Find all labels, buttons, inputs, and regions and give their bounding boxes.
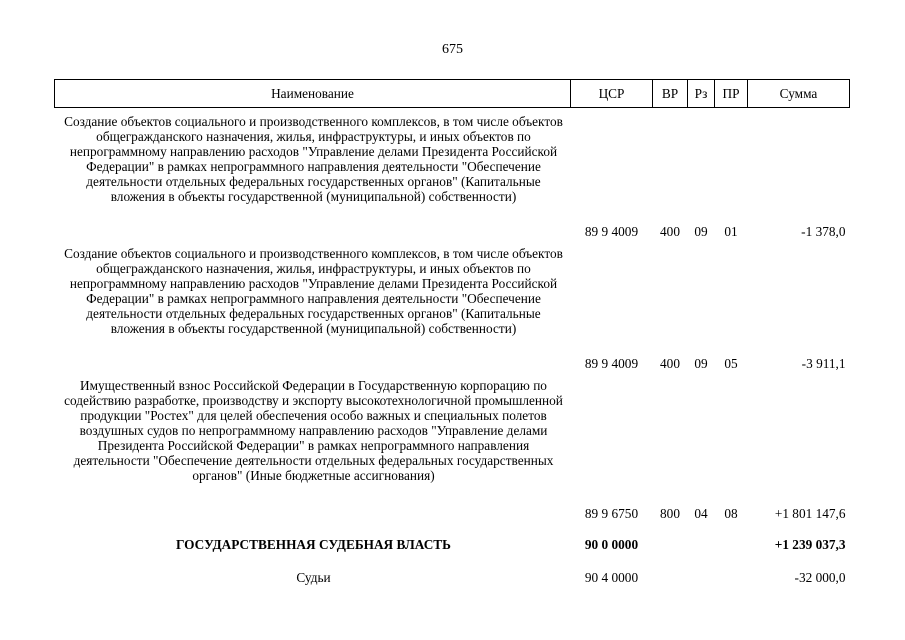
row-vr: 800 bbox=[660, 506, 680, 521]
row-name bbox=[55, 108, 571, 241]
table-row bbox=[55, 556, 850, 588]
row-name-text: Имущественный взнос Российской Федерации в Государственную корпорацию по содействию разработке, производству и экспорту высокотехнологичной промышленной продукции "Ростех" для целей обеспечения особо важных и специальных полетов воздушных судов по непрограммному направлению расходов "Управление делами Президента Российской Федерации" в рамках непрограммного направления деятельности "Обеспечение деятельности отдельных федеральных государственных органов" (Иные бюджетные ассигнования) bbox=[64, 378, 563, 483]
row-name bbox=[55, 240, 571, 372]
row-rz bbox=[688, 522, 715, 556]
row-name-text: Создание объектов социального и производственного комплексов, в том числе объектов общегражданского назначения, жилья, инфраструктуры, и иных объектов по непрограммному направлению расходов "Управление делами Президента Российской Федерации" в рамках непрограммного направления деятельности "Обеспечение деятельности отдельных федеральных государственных органов" (Капитальные вложения в объекты государственной (муниципальной) собственности) bbox=[64, 246, 563, 336]
row-name bbox=[55, 522, 571, 556]
header-rz: Рз bbox=[688, 80, 715, 108]
row-vr bbox=[653, 556, 688, 588]
row-pr bbox=[715, 522, 748, 556]
row-rz bbox=[688, 556, 715, 588]
row-pr bbox=[715, 556, 748, 588]
page-number: 675 bbox=[442, 42, 463, 57]
row-vr bbox=[653, 522, 688, 556]
row-pr: 08 bbox=[724, 506, 738, 521]
row-vr: 400 bbox=[660, 224, 680, 239]
row-rz: 04 bbox=[694, 506, 708, 521]
header-vr: ВР bbox=[653, 80, 688, 108]
row-csr: 89 9 6750 bbox=[584, 506, 639, 521]
table-row-section bbox=[55, 522, 850, 556]
header-csr: ЦСР bbox=[571, 80, 653, 108]
header-pr: ПР bbox=[715, 80, 748, 108]
row-sum: +1 239 037,3 bbox=[774, 536, 846, 552]
row-sum: -32 000,0 bbox=[794, 569, 846, 585]
row-name-text: ГОСУДАРСТВЕННАЯ СУДЕБНАЯ ВЛАСТЬ bbox=[176, 536, 451, 552]
row-rz: 09 bbox=[694, 356, 708, 371]
row-csr: 89 9 4009 bbox=[584, 224, 639, 239]
row-name-text: Создание объектов социального и производственного комплексов, в том числе объектов общегражданского назначения, жилья, инфраструктуры, и иных объектов по непрограммному направлению расходов "Управление делами Президента Российской Федерации" в рамках непрограммного направления деятельности "Обеспечение деятельности отдельных федеральных государственных органов" (Капитальные вложения в объекты государственной (муниципальной) собственности) bbox=[64, 114, 563, 204]
header-name: Наименование bbox=[55, 80, 571, 108]
row-pr: 01 bbox=[724, 224, 738, 239]
row-csr: 90 0 0000 bbox=[584, 536, 639, 552]
header-sum: Сумма bbox=[748, 80, 850, 108]
row-csr: 90 4 0000 bbox=[584, 569, 639, 585]
table-row bbox=[55, 240, 850, 372]
row-pr: 05 bbox=[724, 356, 738, 371]
row-vr: 400 bbox=[660, 356, 680, 371]
row-sum: -3 911,1 bbox=[801, 356, 846, 371]
budget-table bbox=[54, 79, 850, 588]
row-rz: 09 bbox=[694, 224, 708, 239]
row-csr: 89 9 4009 bbox=[584, 356, 639, 371]
table-row bbox=[55, 372, 850, 522]
row-sum: +1 801 147,6 bbox=[774, 506, 846, 521]
row-sum: -1 378,0 bbox=[801, 224, 846, 239]
table-row bbox=[55, 108, 850, 241]
row-name bbox=[55, 556, 571, 588]
table-header-row bbox=[55, 80, 850, 108]
row-name-text: Судьи bbox=[296, 569, 331, 585]
row-name bbox=[55, 372, 571, 522]
